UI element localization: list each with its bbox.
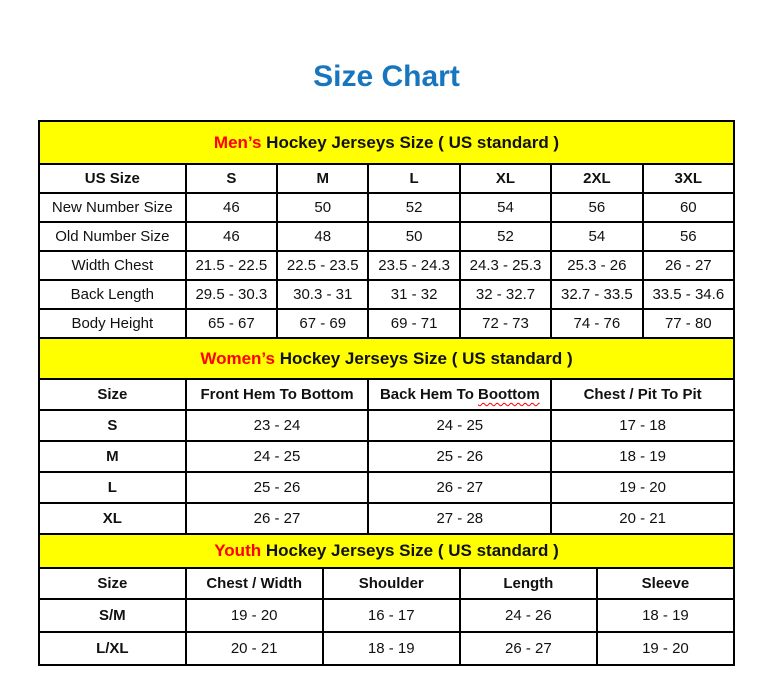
youth-value-cell: 18 - 19 (323, 632, 460, 665)
mens-value-cell: 33.5 - 34.6 (643, 280, 734, 309)
youth-column-header: Size (39, 568, 186, 599)
mens-value-cell: 30.3 - 31 (277, 280, 368, 309)
womens-table-row (39, 472, 734, 503)
mens-value-cell: 60 (643, 193, 734, 222)
womens-table-row (39, 441, 734, 472)
mens-value-cell: 22.5 - 23.5 (277, 251, 368, 280)
youth-value-cell: 20 - 21 (186, 632, 323, 665)
womens-table-row (39, 503, 734, 534)
mens-value-cell: 46 (186, 222, 277, 251)
youth-row-label: S/M (39, 599, 186, 632)
mens-column-header: XL (460, 164, 551, 193)
womens-row-label: XL (39, 503, 186, 534)
womens-value-cell: 19 - 20 (551, 472, 734, 503)
youth-banner (39, 534, 734, 568)
mens-value-cell: 46 (186, 193, 277, 222)
womens-value-cell: 23 - 24 (186, 410, 369, 441)
womens-banner-text: Hockey Jerseys Size ( US standard ) (274, 348, 573, 368)
mens-banner-text: Hockey Jerseys Size ( US standard ) (261, 132, 560, 152)
youth-value-cell: 16 - 17 (323, 599, 460, 632)
youth-banner-highlight: Youth (214, 541, 262, 560)
mens-value-cell: 54 (460, 193, 551, 222)
womens-value-cell: 26 - 27 (186, 503, 369, 534)
womens-column-header: Back Hem To Boottom (368, 379, 551, 410)
youth-value-cell: 19 - 20 (597, 632, 734, 665)
youth-row-label: L/XL (39, 632, 186, 665)
womens-column-header: Size (39, 379, 186, 410)
youth-value-cell: 18 - 19 (597, 599, 734, 632)
womens-value-cell: 17 - 18 (551, 410, 734, 441)
mens-value-cell: 77 - 80 (643, 309, 734, 338)
mens-value-cell: 50 (277, 193, 368, 222)
mens-row-label: Width Chest (39, 251, 186, 280)
mens-table-row (39, 193, 734, 222)
mens-value-cell: 74 - 76 (551, 309, 642, 338)
womens-value-cell: 26 - 27 (368, 472, 551, 503)
mens-value-cell: 54 (551, 222, 642, 251)
youth-size-table (38, 533, 735, 666)
youth-banner-text: Hockey Jerseys Size ( US standard ) (261, 541, 559, 560)
mens-value-cell: 52 (368, 193, 459, 222)
womens-row-label: L (39, 472, 186, 503)
youth-column-header: Chest / Width (186, 568, 323, 599)
mens-column-header: US Size (39, 164, 186, 193)
mens-value-cell: 25.3 - 26 (551, 251, 642, 280)
mens-value-cell: 56 (643, 222, 734, 251)
youth-column-header: Sleeve (597, 568, 734, 599)
womens-column-header: Chest / Pit To Pit (551, 379, 734, 410)
spellcheck-underlined-word: Boottom (478, 386, 540, 403)
size-chart-page (0, 60, 776, 692)
mens-value-cell: 50 (368, 222, 459, 251)
mens-value-cell: 69 - 71 (368, 309, 459, 338)
mens-row-label: Body Height (39, 309, 186, 338)
womens-value-cell: 25 - 26 (186, 472, 369, 503)
womens-banner-highlight: Women’s (200, 348, 275, 368)
womens-banner (39, 338, 734, 379)
youth-table-row (39, 632, 734, 665)
mens-table-row (39, 251, 734, 280)
womens-value-cell: 20 - 21 (551, 503, 734, 534)
womens-row-label: S (39, 410, 186, 441)
mens-value-cell: 23.5 - 24.3 (368, 251, 459, 280)
mens-value-cell: 31 - 32 (368, 280, 459, 309)
mens-table-row (39, 309, 734, 338)
mens-value-cell: 24.3 - 25.3 (460, 251, 551, 280)
mens-column-header: L (368, 164, 459, 193)
mens-row-label: New Number Size (39, 193, 186, 222)
womens-size-table (38, 337, 735, 535)
mens-table-row (39, 222, 734, 251)
mens-row-label: Back Length (39, 280, 186, 309)
womens-table-row (39, 410, 734, 441)
mens-value-cell: 21.5 - 22.5 (186, 251, 277, 280)
womens-value-cell: 24 - 25 (186, 441, 369, 472)
mens-value-cell: 26 - 27 (643, 251, 734, 280)
mens-value-cell: 52 (460, 222, 551, 251)
womens-row-label: M (39, 441, 186, 472)
mens-row-label: Old Number Size (39, 222, 186, 251)
mens-column-header: 3XL (643, 164, 734, 193)
mens-value-cell: 48 (277, 222, 368, 251)
mens-column-header: 2XL (551, 164, 642, 193)
mens-value-cell: 67 - 69 (277, 309, 368, 338)
mens-banner-highlight: Men’s (213, 132, 262, 152)
mens-table-row (39, 280, 734, 309)
mens-value-cell: 32.7 - 33.5 (551, 280, 642, 309)
mens-size-table (38, 120, 735, 339)
mens-value-cell: 56 (551, 193, 642, 222)
page-title: Size Chart (313, 60, 460, 93)
womens-value-cell: 25 - 26 (368, 441, 551, 472)
youth-column-header: Length (460, 568, 597, 599)
mens-column-header: S (186, 164, 277, 193)
youth-column-header: Shoulder (323, 568, 460, 599)
mens-column-header: M (277, 164, 368, 193)
youth-value-cell: 26 - 27 (460, 632, 597, 665)
youth-value-cell: 24 - 26 (460, 599, 597, 632)
mens-banner (39, 121, 734, 164)
womens-value-cell: 24 - 25 (368, 410, 551, 441)
mens-value-cell: 29.5 - 30.3 (186, 280, 277, 309)
womens-value-cell: 18 - 19 (551, 441, 734, 472)
youth-table-row (39, 599, 734, 632)
mens-value-cell: 32 - 32.7 (460, 280, 551, 309)
size-tables-container (38, 120, 735, 666)
womens-column-header: Front Hem To Bottom (186, 379, 369, 410)
youth-value-cell: 19 - 20 (186, 599, 323, 632)
mens-value-cell: 65 - 67 (186, 309, 277, 338)
mens-value-cell: 72 - 73 (460, 309, 551, 338)
womens-value-cell: 27 - 28 (368, 503, 551, 534)
